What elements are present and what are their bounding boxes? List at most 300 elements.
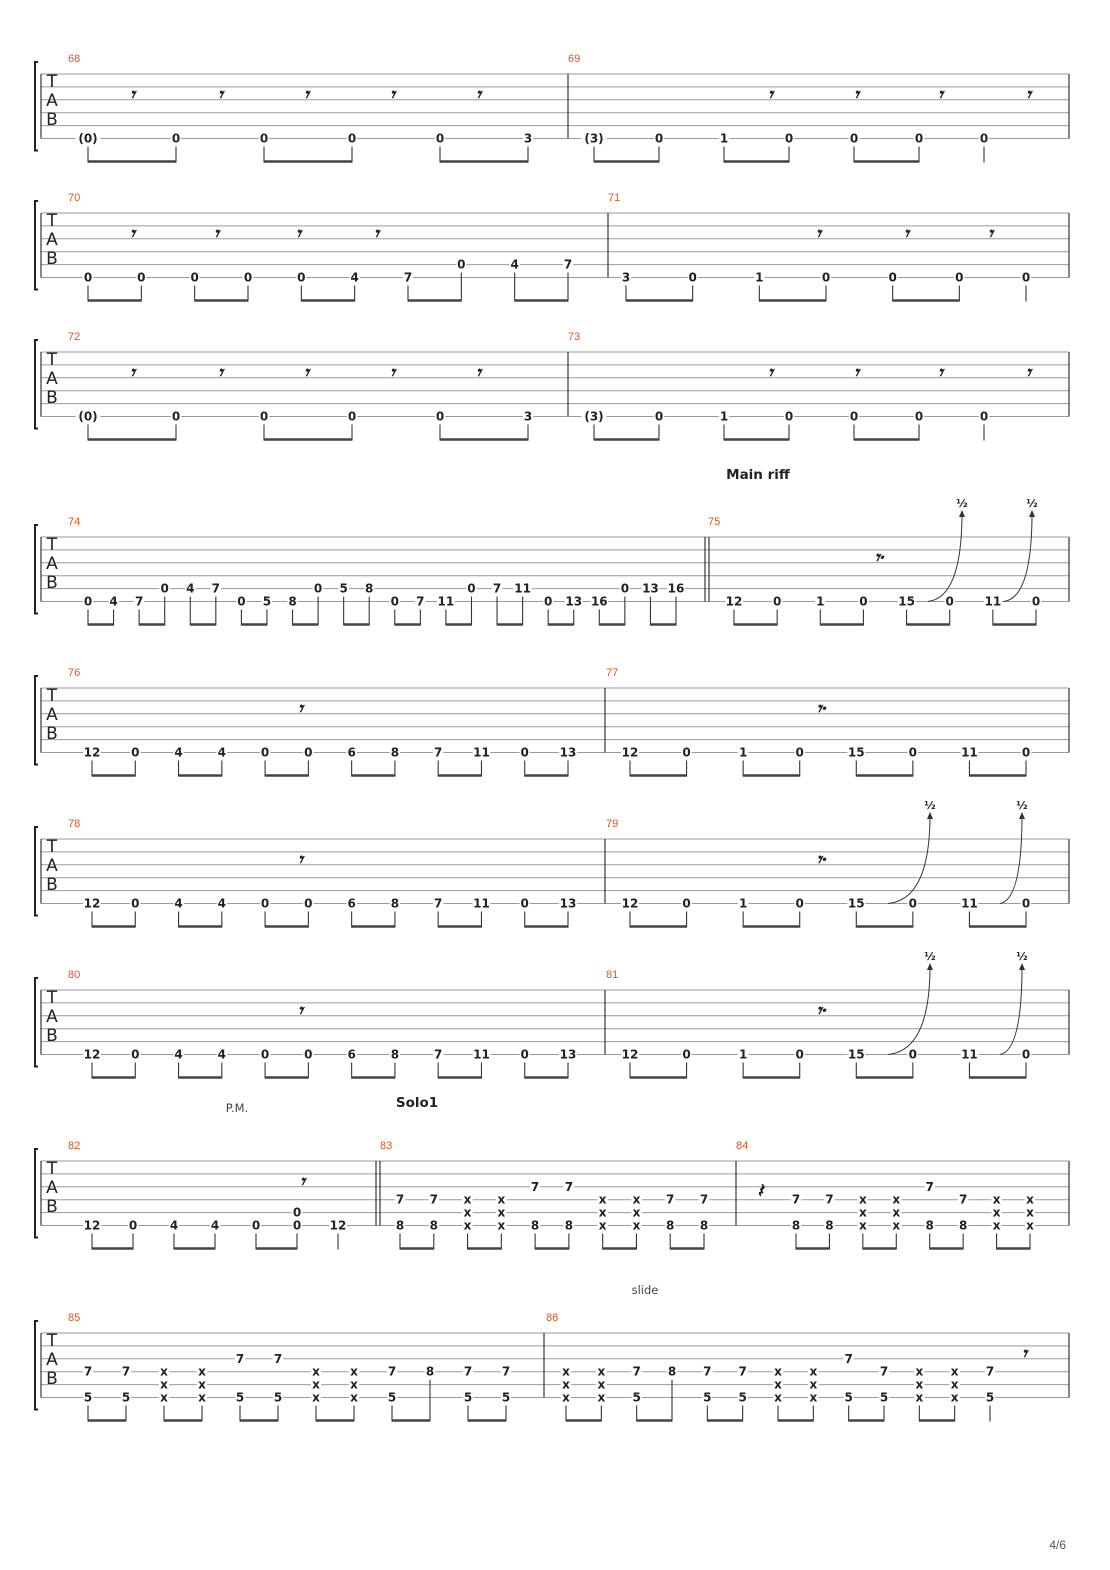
tab-clef-letter: A (46, 1007, 58, 1027)
measure (608, 192, 1031, 302)
eighth-rest: 𝄾 (853, 84, 859, 106)
fret-number: 7 (83, 1364, 93, 1379)
measure (380, 1140, 709, 1250)
fret-number: 0 (457, 257, 466, 272)
dead-note: x (892, 1192, 901, 1207)
fret-number: 7 (434, 745, 443, 760)
fret-number: 7 (703, 1364, 712, 1379)
bend-amount: ½ (1026, 497, 1038, 510)
system-bracket (35, 827, 38, 916)
eighth-rest: 𝄾 (217, 362, 223, 384)
dead-note: x (632, 1218, 641, 1233)
measure (68, 969, 577, 1079)
fret-number: 0 (888, 270, 897, 285)
fret-number: 8 (288, 594, 297, 609)
dead-note: x (892, 1218, 901, 1233)
dead-note: x (463, 1205, 472, 1220)
fret-number: 13 (559, 896, 577, 911)
fret-number: 0 (171, 409, 181, 424)
dead-note: x (497, 1192, 506, 1207)
measure-number: 82 (68, 1140, 81, 1152)
fret-number: 8 (530, 1218, 540, 1233)
eighth-rest: 𝄾 (297, 1000, 303, 1022)
fret-number: 7 (791, 1192, 801, 1207)
eighth-rest: 𝄾 (987, 223, 993, 245)
fret-number: 0 (1021, 745, 1031, 760)
fret-number: 7 (958, 1192, 968, 1207)
fret-number: 0 (795, 745, 804, 760)
fret-number: 4 (217, 745, 226, 760)
fret-number: 7 (429, 1192, 438, 1207)
fret-number: 0 (821, 270, 831, 285)
measure (68, 192, 573, 302)
dead-note: x (774, 1390, 782, 1405)
dead-note: x (950, 1364, 959, 1379)
bend-arrowhead (927, 963, 933, 970)
dead-note: x (892, 1205, 901, 1220)
dead-note: x (312, 1377, 320, 1392)
fret-number: 0 (131, 896, 140, 911)
fret-number: 0 (243, 270, 253, 285)
system-bracket (35, 1149, 38, 1238)
annotation-text: P.M. (225, 1101, 249, 1115)
fret-number: 7 (985, 1364, 995, 1379)
dead-note: x (1026, 1205, 1034, 1220)
fret-number: 0 (83, 270, 93, 285)
system-bracket (35, 201, 38, 290)
system-bracket (35, 1321, 38, 1410)
bend-arrowhead (1029, 510, 1035, 517)
fret-number: 0 (171, 131, 181, 146)
measure (68, 1140, 347, 1250)
fret-number: 0 (137, 270, 146, 285)
dead-note: x (350, 1364, 358, 1379)
system-bracket (35, 340, 38, 429)
fret-number: 0 (259, 409, 269, 424)
eighth-rest: 𝄾· (816, 698, 828, 720)
fret-number: 0 (543, 594, 553, 609)
tab-clef-letter: A (46, 1178, 58, 1198)
tab-clef-letter: A (46, 554, 58, 574)
tab-system (35, 1095, 1069, 1250)
eighth-rest: 𝄾 (1025, 84, 1031, 106)
fret-number: 0 (190, 270, 199, 285)
fret-number: 0 (260, 896, 270, 911)
fret-number: 8 (825, 1218, 834, 1233)
tab-system (35, 467, 1069, 626)
dead-note: x (950, 1390, 959, 1405)
dead-note: x (160, 1377, 168, 1392)
tab-clef-letter: B (46, 573, 58, 593)
fret-number: 7 (134, 594, 144, 609)
fret-number: 0 (1031, 594, 1041, 609)
fret-number: 0 (908, 896, 918, 911)
tab-clef-letter: T (46, 350, 58, 370)
tab-clef-letter: A (46, 230, 58, 250)
system-bracket (35, 62, 38, 151)
eighth-rest: 𝄾 (937, 84, 943, 106)
dead-note: x (597, 1390, 606, 1405)
fret-number: 0 (347, 131, 357, 146)
dead-note: x (992, 1205, 1001, 1220)
dead-note: x (1026, 1218, 1034, 1233)
fret-number: 5 (339, 581, 348, 596)
dead-note: x (312, 1390, 320, 1405)
dead-note: x (858, 1192, 867, 1207)
fret-number: 8 (699, 1218, 709, 1233)
fret-number: 12 (329, 1218, 347, 1233)
fret-number: 5 (879, 1390, 889, 1405)
fret-number: 7 (121, 1364, 131, 1379)
measure-number: 71 (608, 192, 621, 204)
dead-note: x (312, 1364, 320, 1379)
fret-number: 5 (501, 1390, 511, 1405)
fret-number: 0 (390, 594, 399, 609)
fret-number: 13 (559, 745, 577, 760)
fret-number: 0 (914, 131, 924, 146)
fret-number: 12 (621, 896, 639, 911)
fret-number: 12 (83, 1047, 101, 1062)
dead-note: x (950, 1377, 959, 1392)
fret-number: 13 (565, 594, 583, 609)
fret-number: 0 (304, 1047, 313, 1062)
fret-number: (3) (584, 131, 604, 146)
fret-number: (0) (78, 131, 98, 146)
measure (68, 818, 577, 928)
dead-note: x (598, 1205, 607, 1220)
eighth-rest: 𝄾 (129, 362, 135, 384)
eighth-rest: 𝄾 (475, 84, 481, 106)
tab-clef-letter: A (46, 705, 58, 725)
fret-number: 7 (416, 594, 425, 609)
fret-number: 15 (847, 1047, 865, 1062)
measure-number: 70 (68, 192, 81, 204)
fret-number: 7 (563, 257, 573, 272)
tab-clef-letter: T (46, 686, 58, 706)
dead-note: x (774, 1364, 782, 1379)
fret-number: 4 (109, 594, 118, 609)
tab-clef-letter: B (46, 388, 58, 408)
bend-amount: ½ (924, 799, 936, 812)
eighth-rest: 𝄾 (295, 223, 301, 245)
fret-number: 7 (211, 581, 221, 596)
fret-number: 7 (925, 1179, 934, 1194)
fret-number: 7 (434, 896, 443, 911)
fret-number: 11 (437, 594, 455, 609)
fret-number: 4 (174, 896, 183, 911)
fret-number: 4 (210, 1218, 220, 1233)
tab-system (35, 53, 1069, 163)
fret-number: 0 (259, 131, 269, 146)
eighth-rest: 𝄾 (297, 849, 303, 871)
fret-number: 5 (83, 1390, 93, 1405)
fret-number: 8 (667, 1364, 677, 1379)
section-label: Main riff (726, 467, 790, 483)
fret-number: 8 (958, 1218, 968, 1233)
fret-number: 12 (83, 1218, 101, 1233)
measure-number: 72 (68, 331, 81, 343)
fret-number: 11 (961, 1047, 978, 1062)
fret-number: 0 (795, 896, 804, 911)
fret-number: 0 (688, 270, 697, 285)
measure (736, 1140, 1035, 1250)
dead-note: x (562, 1364, 570, 1379)
fret-number: 7 (463, 1364, 473, 1379)
fret-number: 8 (395, 1218, 405, 1233)
fret-number: 0 (772, 594, 782, 609)
fret-number: 5 (844, 1390, 853, 1405)
measure (546, 1312, 1029, 1422)
fret-number: 0 (435, 409, 445, 424)
fret-number: 0 (859, 594, 868, 609)
fret-number: 11 (514, 581, 531, 596)
fret-number: 7 (434, 1047, 443, 1062)
fret-number: 8 (390, 896, 400, 911)
measure-number: 68 (68, 53, 81, 65)
fret-number: 12 (725, 594, 743, 609)
tab-system (35, 331, 1069, 441)
fret-number: 4 (510, 257, 519, 272)
fret-number: 0 (784, 409, 794, 424)
fret-number: 7 (530, 1179, 540, 1194)
bend-amount: ½ (1016, 799, 1028, 812)
tab-clef-letter: B (46, 1369, 58, 1389)
fret-number: 0 (1021, 1047, 1031, 1062)
fret-number: 7 (235, 1351, 245, 1366)
tab-system (35, 192, 1069, 302)
fret-number: 11 (961, 896, 978, 911)
tab-clef-letter: B (46, 1026, 58, 1046)
dead-note: x (992, 1192, 1001, 1207)
fret-number: 0 (654, 409, 664, 424)
fret-number: 7 (844, 1351, 853, 1366)
dead-note: x (198, 1377, 206, 1392)
measure-number: 83 (380, 1140, 393, 1152)
tab-clef-letter: B (46, 110, 58, 130)
fret-number: 16 (590, 594, 608, 609)
tab-clef-letter: T (46, 535, 58, 555)
fret-number: 0 (1021, 896, 1031, 911)
dead-note: x (915, 1390, 924, 1405)
tab-clef-letter: T (46, 1159, 58, 1179)
eighth-rest: 𝄾 (767, 84, 773, 106)
fret-number: 7 (395, 1192, 405, 1207)
system-bracket (35, 676, 38, 765)
bend-arrowhead (927, 812, 933, 819)
dead-note: x (562, 1377, 570, 1392)
fret-number: 0 (945, 594, 954, 609)
measure-number: 74 (68, 516, 81, 528)
fret-number: 0 (520, 896, 529, 911)
eighth-rest: 𝄾· (816, 849, 828, 871)
dead-note: x (774, 1377, 782, 1392)
dead-note: x (809, 1377, 818, 1392)
fret-number: 3 (523, 131, 533, 146)
eighth-rest: 𝄾· (816, 1000, 828, 1022)
tab-clef-letter: A (46, 856, 58, 876)
fret-number: 7 (501, 1364, 511, 1379)
measure-number: 79 (606, 818, 619, 830)
eighth-rest: 𝄾 (903, 223, 909, 245)
measure (606, 950, 1031, 1079)
dead-note: x (915, 1377, 924, 1392)
fret-number: 4 (174, 1047, 183, 1062)
fret-number: 12 (83, 745, 101, 760)
fret-number: 0 (304, 745, 313, 760)
fret-number: 1 (738, 896, 748, 911)
fret-number: 4 (217, 1047, 226, 1062)
fret-number: 4 (350, 270, 359, 285)
tab-clef-letter: A (46, 91, 58, 111)
fret-number: 6 (347, 745, 356, 760)
fret-number: 12 (621, 745, 639, 760)
eighth-rest: 𝄾· (874, 547, 886, 569)
dead-note: x (198, 1390, 206, 1405)
dead-note: x (198, 1364, 206, 1379)
fret-number: 13 (559, 1047, 577, 1062)
fret-number: 11 (473, 745, 490, 760)
fret-number: 15 (898, 594, 915, 609)
fret-number: 5 (703, 1390, 712, 1405)
eighth-rest: 𝄾 (299, 1171, 305, 1193)
measure (606, 667, 1031, 777)
dead-note: x (858, 1218, 867, 1233)
fret-number: 15 (847, 896, 865, 911)
fret-number: 7 (738, 1364, 747, 1379)
section-label: Solo1 (395, 1095, 439, 1111)
fret-number: 0 (131, 1047, 140, 1062)
measure (68, 53, 533, 163)
fret-number: 0 (1021, 270, 1031, 285)
fret-number: 5 (738, 1390, 747, 1405)
fret-number: 0 (520, 745, 529, 760)
measure-number: 81 (606, 969, 619, 981)
fret-number: 7 (632, 1364, 641, 1379)
fret-number: 6 (347, 1047, 356, 1062)
tab-clef-letter: B (46, 875, 58, 895)
measure-number: 85 (68, 1312, 81, 1324)
fret-number: 0 (914, 409, 924, 424)
dead-note: x (497, 1218, 506, 1233)
eighth-rest: 𝄾 (129, 84, 135, 106)
measure (568, 331, 1033, 441)
fret-number: 8 (564, 1218, 574, 1233)
fret-number: 0 (347, 409, 357, 424)
fret-number: 0 (435, 131, 445, 146)
fret-number: 0 (128, 1218, 138, 1233)
eighth-rest: 𝄾 (373, 223, 379, 245)
fret-number: 1 (738, 745, 748, 760)
fret-number: 0 (849, 409, 859, 424)
dead-note: x (598, 1218, 607, 1233)
fret-number: 15 (847, 745, 865, 760)
dead-note: x (1026, 1192, 1034, 1207)
fret-number: 0 (682, 1047, 691, 1062)
fret-number: 0 (520, 1047, 529, 1062)
tab-clef-letter: B (46, 724, 58, 744)
bend-amount: ½ (1016, 950, 1028, 963)
fret-number: 0 (160, 581, 169, 596)
dead-note: x (632, 1192, 641, 1207)
fret-number: 8 (390, 1047, 400, 1062)
bend-arrowhead (959, 510, 965, 517)
fret-number: 0 (260, 745, 270, 760)
fret-number: 13 (642, 581, 659, 596)
fret-number: 4 (174, 745, 183, 760)
fret-number: 0 (979, 409, 989, 424)
dead-note: x (463, 1218, 472, 1233)
dead-note: x (160, 1390, 168, 1405)
measure-number: 77 (606, 667, 619, 679)
dead-note: x (598, 1192, 607, 1207)
eighth-rest: 𝄾 (1025, 362, 1031, 384)
fret-number: 5 (262, 594, 272, 609)
fret-number: (3) (584, 409, 604, 424)
fret-number: 3 (523, 409, 533, 424)
fret-number: 5 (985, 1390, 995, 1405)
fret-number: 4 (217, 896, 226, 911)
fret-number: 7 (387, 1364, 397, 1379)
annotation-text: slide (631, 1283, 659, 1297)
fret-number: 11 (961, 745, 978, 760)
eighth-rest: 𝄾 (1021, 1343, 1027, 1365)
eighth-rest: 𝄾 (217, 84, 223, 106)
fret-number: 8 (429, 1218, 438, 1233)
fret-number: 8 (425, 1364, 435, 1379)
fret-number: 12 (621, 1047, 639, 1062)
tab-clef-letter: T (46, 211, 58, 231)
fret-number: 0 (313, 581, 323, 596)
fret-number: 0 (620, 581, 630, 596)
fret-number: 7 (273, 1351, 283, 1366)
measure-number: 76 (68, 667, 81, 679)
measure (68, 516, 685, 626)
fret-number: 0 (908, 745, 918, 760)
dead-note: x (632, 1205, 641, 1220)
measure-number: 86 (546, 1312, 559, 1324)
dead-note: x (597, 1364, 606, 1379)
fret-number: 5 (632, 1390, 641, 1405)
fret-number: 6 (347, 896, 356, 911)
system-bracket (35, 978, 38, 1067)
system-bracket (35, 525, 38, 614)
fret-number: 0 (654, 131, 664, 146)
fret-number: 0 (849, 131, 859, 146)
fret-number: 1 (816, 594, 825, 609)
dead-note: x (497, 1205, 506, 1220)
fret-number: 5 (387, 1390, 397, 1405)
fret-number: 0 (292, 1218, 302, 1233)
fret-number: 7 (666, 1192, 675, 1207)
bend-amount: ½ (956, 497, 968, 510)
tab-system (35, 667, 1069, 777)
fret-number: 5 (463, 1390, 473, 1405)
fret-number: 7 (403, 270, 413, 285)
fret-number: 5 (121, 1390, 131, 1405)
eighth-rest: 𝄾 (129, 223, 135, 245)
tab-clef-letter: T (46, 988, 58, 1008)
fret-number: (0) (78, 409, 98, 424)
fret-number: 0 (795, 1047, 804, 1062)
fret-number: 0 (292, 1205, 302, 1220)
measure-number: 84 (736, 1140, 749, 1152)
tab-system (35, 799, 1069, 928)
fret-number: 4 (169, 1218, 179, 1233)
fret-number: 0 (297, 270, 306, 285)
tab-clef-letter: A (46, 369, 58, 389)
dead-note: x (350, 1390, 358, 1405)
dead-note: x (597, 1377, 606, 1392)
